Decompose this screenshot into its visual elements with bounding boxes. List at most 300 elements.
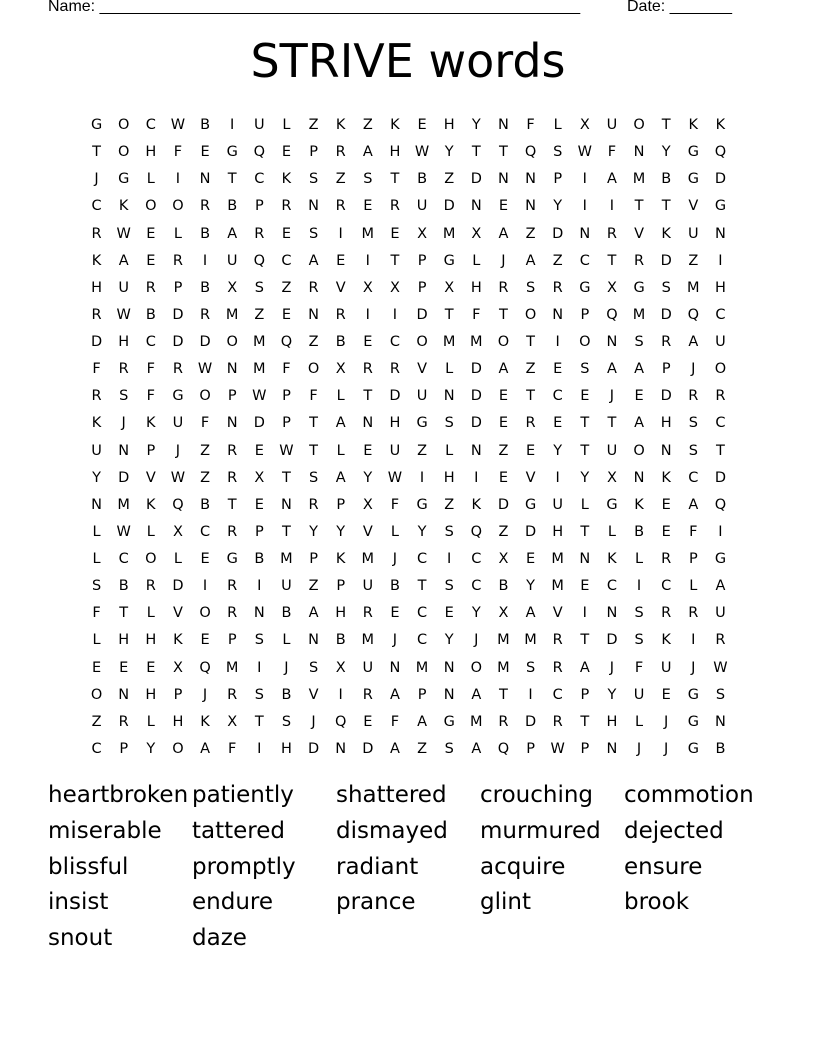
grid-row xyxy=(83,709,734,736)
grid-letter: B xyxy=(715,740,726,757)
grid-letter: P xyxy=(282,388,291,405)
grid-letter: G xyxy=(714,551,727,567)
grid-letter: O xyxy=(307,361,320,378)
grid-letter: E xyxy=(580,578,590,595)
grid-letter: I xyxy=(338,225,343,242)
grid-letter: R xyxy=(227,605,238,622)
grid-letter: T xyxy=(526,388,535,405)
grid-letter: X xyxy=(606,279,617,296)
grid-letter: H xyxy=(145,686,157,703)
grid-letter: D xyxy=(172,306,184,323)
word-list-item: snout xyxy=(48,925,113,952)
grid-letter: J xyxy=(284,659,289,676)
grid-letter: R xyxy=(200,198,211,215)
grid-letter: N xyxy=(253,605,265,622)
grid-letter: L xyxy=(336,388,345,405)
grid-letter: A xyxy=(498,361,509,378)
grid-letter: N xyxy=(308,306,319,323)
grid-letter: B xyxy=(335,632,346,649)
grid-letter: I xyxy=(718,252,723,269)
grid-letter: N xyxy=(470,198,482,215)
grid-letter: C xyxy=(91,740,102,757)
word-list-item: daze xyxy=(192,925,247,952)
grid-row xyxy=(83,736,734,763)
grid-letter: F xyxy=(228,740,237,757)
grid-letter: G xyxy=(687,144,699,161)
grid-letter: L xyxy=(553,117,562,133)
word-list-item: patiently xyxy=(192,782,294,808)
grid-letter: S xyxy=(254,632,264,649)
grid-letter: Z xyxy=(308,117,319,133)
grid-letter: D xyxy=(199,334,211,350)
grid-letter: H xyxy=(145,144,157,161)
grid-letter: T xyxy=(390,171,400,188)
grid-letter: E xyxy=(525,551,536,567)
grid-letter: K xyxy=(335,551,346,567)
grid-letter: A xyxy=(634,415,645,432)
grid-letter: E xyxy=(580,388,590,405)
grid-letter: J xyxy=(691,659,696,676)
grid-letter: R xyxy=(715,632,726,649)
grid-letter: X xyxy=(362,279,373,296)
grid-letter: H xyxy=(606,713,618,730)
grid-letter: U xyxy=(660,659,672,676)
grid-letter: U xyxy=(552,496,563,513)
grid-letter: Z xyxy=(552,252,563,269)
grid-letter: D xyxy=(118,469,130,486)
grid-letter: L xyxy=(92,632,101,649)
grid-letter: N xyxy=(660,442,672,459)
grid-letter: P xyxy=(688,551,698,567)
grid-letter: M xyxy=(442,334,456,350)
grid-letter: A xyxy=(525,252,536,269)
grid-letter: Y xyxy=(661,144,671,161)
grid-letter: Q xyxy=(334,713,347,730)
grid-row xyxy=(83,166,734,193)
grid-letter: L xyxy=(445,361,454,378)
date-field-label: Date: _______ xyxy=(627,0,732,15)
grid-letter: L xyxy=(173,225,182,242)
grid-letter: C xyxy=(389,334,400,350)
grid-letter: P xyxy=(309,551,318,567)
grid-letter: C xyxy=(91,198,102,215)
word-list-item: endure xyxy=(192,889,274,916)
grid-letter: D xyxy=(443,198,455,215)
grid-letter: G xyxy=(226,144,238,161)
grid-letter: R xyxy=(145,279,156,296)
grid-letter: C xyxy=(688,469,699,486)
grid-letter: X xyxy=(444,279,455,296)
grid-letter: R xyxy=(688,388,699,405)
grid-letter: M xyxy=(225,306,239,323)
grid-letter: C xyxy=(661,578,672,595)
grid-letter: L xyxy=(472,252,481,269)
grid-letter: O xyxy=(117,144,130,161)
grid-letter: E xyxy=(661,496,671,513)
grid-row xyxy=(83,655,734,682)
grid-letter: N xyxy=(633,144,645,161)
grid-letter: J xyxy=(609,388,615,405)
grid-letter: Y xyxy=(526,578,535,595)
grid-letter: K xyxy=(688,117,699,133)
grid-letter: Q xyxy=(687,306,700,323)
grid-letter: O xyxy=(199,388,211,405)
grid-letter: E xyxy=(498,415,509,432)
grid-row xyxy=(83,248,734,275)
grid-letter: N xyxy=(715,225,726,242)
grid-letter: S xyxy=(634,605,644,622)
grid-letter: R xyxy=(227,523,238,540)
grid-letter: Q xyxy=(280,334,293,350)
grid-letter: E xyxy=(661,523,671,540)
grid-letter: T xyxy=(282,469,291,486)
grid-letter: V xyxy=(335,279,346,296)
grid-letter: P xyxy=(580,306,590,323)
grid-letter: V xyxy=(172,605,183,622)
grid-letter: W xyxy=(170,469,186,486)
grid-letter: J xyxy=(121,415,126,432)
grid-letter: S xyxy=(444,578,454,595)
grid-letter: G xyxy=(524,496,537,513)
grid-letter: T xyxy=(526,334,535,350)
grid-letter: A xyxy=(579,659,590,676)
grid-letter: J xyxy=(664,713,669,730)
grid-letter: X xyxy=(172,523,183,540)
grid-letter: R xyxy=(227,578,238,595)
grid-letter: M xyxy=(497,659,510,676)
grid-letter: F xyxy=(200,415,210,432)
grid-letter: E xyxy=(281,306,292,323)
grid-letter: Y xyxy=(363,469,373,486)
grid-letter: V xyxy=(525,469,536,486)
grid-letter: X xyxy=(335,659,346,676)
grid-letter: T xyxy=(309,442,318,459)
grid-letter: V xyxy=(362,523,373,540)
grid-letter: T xyxy=(499,306,508,323)
grid-letter: T xyxy=(580,713,590,730)
grid-letter: L xyxy=(92,551,101,567)
grid-letter: R xyxy=(362,361,373,378)
grid-letter: F xyxy=(390,496,400,513)
grid-letter: T xyxy=(282,523,291,540)
grid-letter: E xyxy=(281,144,292,161)
grid-letter: L xyxy=(173,551,182,567)
word-list-item: crouching xyxy=(480,782,594,808)
grid-letter: U xyxy=(606,442,618,459)
word-list-item: commotion xyxy=(624,782,754,808)
grid-letter: M xyxy=(551,551,564,567)
grid-letter: K xyxy=(200,713,210,730)
grid-letter: A xyxy=(715,578,726,595)
grid-letter: R xyxy=(552,713,563,730)
grid-letter: I xyxy=(419,469,425,486)
grid-letter: T xyxy=(227,171,237,188)
grid-letter: P xyxy=(417,686,427,703)
grid-letter: T xyxy=(309,415,318,432)
grid-letter: Z xyxy=(498,523,509,540)
grid-row xyxy=(83,492,734,519)
grid-letter: W xyxy=(577,144,592,161)
grid-letter: I xyxy=(257,740,262,757)
grid-letter: S xyxy=(634,632,644,649)
grid-letter: R xyxy=(281,198,292,215)
grid-letter: U xyxy=(91,442,102,459)
grid-letter: A xyxy=(362,144,373,161)
grid-letter: Z xyxy=(91,713,102,730)
grid-row xyxy=(83,465,734,492)
grid-letter: D xyxy=(470,361,482,378)
grid-letter: U xyxy=(416,198,428,215)
grid-letter: F xyxy=(526,117,535,133)
grid-letter: K xyxy=(335,117,346,133)
grid-letter: P xyxy=(173,279,183,296)
grid-letter: W xyxy=(116,225,131,242)
grid-letter: U xyxy=(226,252,238,269)
grid-letter: C xyxy=(579,252,590,269)
grid-letter: T xyxy=(607,252,617,269)
grid-letter: Q xyxy=(253,252,266,269)
grid-letter: T xyxy=(499,144,508,161)
grid-letter: M xyxy=(361,632,375,649)
grid-letter: R xyxy=(227,686,238,703)
grid-letter: R xyxy=(552,632,563,649)
word-list-item: glint xyxy=(480,889,531,916)
grid-letter: U xyxy=(389,442,401,459)
grid-letter: O xyxy=(90,686,103,703)
grid-letter: I xyxy=(582,605,587,622)
grid-letter: E xyxy=(525,442,536,459)
grid-letter: G xyxy=(687,740,699,757)
grid-letter: D xyxy=(307,740,320,757)
grid-letter: O xyxy=(145,198,157,215)
grid-letter: A xyxy=(200,740,211,757)
grid-letter: Y xyxy=(553,198,563,215)
grid-letter: B xyxy=(661,171,672,188)
grid-letter: D xyxy=(470,388,482,405)
grid-row xyxy=(83,546,734,573)
grid-letter: P xyxy=(254,198,264,215)
grid-letter: K xyxy=(471,496,482,513)
grid-letter: I xyxy=(365,252,370,269)
grid-letter: E xyxy=(661,686,671,703)
grid-letter: T xyxy=(254,713,264,730)
word-list-item: insist xyxy=(48,889,109,916)
grid-letter: I xyxy=(718,523,723,540)
grid-letter: N xyxy=(443,659,455,676)
grid-letter: R xyxy=(254,225,265,242)
grid-letter: Z xyxy=(688,252,699,269)
grid-letter: W xyxy=(197,361,213,378)
grid-letter: P xyxy=(146,442,156,459)
grid-letter: O xyxy=(633,117,645,133)
grid-letter: W xyxy=(713,659,728,676)
word-list-item: acquire xyxy=(480,853,566,880)
grid-letter: Y xyxy=(336,523,346,540)
grid-letter: G xyxy=(606,496,618,513)
grid-letter: D xyxy=(552,225,564,242)
grid-letter: E xyxy=(417,117,427,133)
grid-letter: M xyxy=(280,551,293,567)
grid-letter: F xyxy=(390,713,400,730)
grid-letter: I xyxy=(175,171,181,188)
grid-letter: M xyxy=(253,334,266,350)
grid-letter: D xyxy=(497,496,510,513)
grid-letter: Y xyxy=(417,523,427,540)
grid-letter: H xyxy=(443,469,455,486)
grid-letter: T xyxy=(607,415,617,432)
grid-letter: E xyxy=(553,361,563,378)
grid-letter: U xyxy=(172,415,184,432)
grid-letter: S xyxy=(254,686,264,703)
grid-letter: I xyxy=(582,171,587,188)
grid-letter: G xyxy=(90,117,103,133)
grid-letter: I xyxy=(691,632,696,649)
grid-letter: R xyxy=(145,578,156,595)
grid-letter: M xyxy=(497,632,510,649)
grid-letter: O xyxy=(579,334,591,350)
grid-letter: Z xyxy=(362,117,373,133)
grid-letter: I xyxy=(257,578,262,595)
grid-letter: U xyxy=(715,605,726,622)
grid-letter: E xyxy=(254,442,264,459)
grid-letter: M xyxy=(632,171,646,188)
grid-letter: W xyxy=(279,442,294,459)
grid-letter: E xyxy=(146,252,156,269)
grid-letter: L xyxy=(146,523,155,540)
grid-letter: O xyxy=(145,551,157,567)
grid-letter: U xyxy=(254,117,265,133)
grid-letter: D xyxy=(362,740,374,757)
grid-letter: F xyxy=(173,144,183,161)
grid-letter: K xyxy=(661,632,671,649)
grid-letter: G xyxy=(633,279,645,296)
grid-letter: X xyxy=(606,469,617,486)
word-list-item: miserable xyxy=(48,817,162,844)
grid-row xyxy=(83,221,734,248)
grid-letter: E xyxy=(390,225,400,242)
grid-letter: H xyxy=(118,632,130,649)
grid-letter: S xyxy=(634,334,644,350)
grid-letter: B xyxy=(389,578,400,595)
grid-letter: T xyxy=(661,117,671,133)
grid-letter: G xyxy=(416,415,428,432)
grid-letter: A xyxy=(227,225,238,242)
grid-letter: A xyxy=(606,361,617,378)
grid-letter: T xyxy=(580,442,590,459)
word-list-item: ensure xyxy=(624,853,703,880)
grid-letter: T xyxy=(580,523,590,540)
grid-letter: R xyxy=(389,198,400,215)
grid-letter: W xyxy=(116,306,131,323)
grid-letter: I xyxy=(202,578,208,595)
grid-letter: M xyxy=(361,225,375,242)
grid-letter: R xyxy=(172,252,183,269)
grid-letter: Z xyxy=(308,334,319,350)
grid-letter: O xyxy=(172,198,184,215)
word-list-item: radiant xyxy=(336,853,419,880)
grid-letter: M xyxy=(551,578,564,595)
grid-letter: H xyxy=(714,279,726,296)
grid-letter: C xyxy=(145,117,156,133)
grid-letter: S xyxy=(525,659,536,676)
grid-letter: D xyxy=(253,415,265,432)
grid-letter: A xyxy=(389,686,400,703)
grid-letter: G xyxy=(687,686,699,703)
grid-letter: U xyxy=(362,578,374,595)
grid-letter: P xyxy=(526,740,535,757)
word-list-item: dismayed xyxy=(336,817,448,844)
grid-letter: R xyxy=(661,551,672,567)
grid-letter: I xyxy=(636,578,642,595)
grid-letter: G xyxy=(226,551,238,567)
grid-letter: A xyxy=(471,686,482,703)
grid-letter: N xyxy=(525,198,536,215)
grid-letter: N xyxy=(118,442,130,459)
grid-letter: H xyxy=(335,605,347,622)
grid-letter: X xyxy=(471,225,482,242)
grid-letter: Q xyxy=(253,144,266,161)
grid-letter: D xyxy=(416,306,428,323)
grid-letter: T xyxy=(119,605,129,622)
grid-letter: R xyxy=(362,686,373,703)
grid-letter: U xyxy=(118,279,129,296)
grid-row xyxy=(83,356,734,383)
grid-letter: N xyxy=(308,198,319,215)
grid-letter: K xyxy=(281,171,292,188)
grid-letter: Z xyxy=(281,279,292,296)
grid-letter: Z xyxy=(525,225,536,242)
grid-letter: Y xyxy=(471,117,481,133)
grid-letter: D xyxy=(470,171,482,188)
grid-letter: H xyxy=(660,415,672,432)
grid-letter: M xyxy=(524,632,537,649)
grid-letter: Z xyxy=(254,306,265,323)
grid-letter: B xyxy=(281,686,292,703)
grid-letter: E xyxy=(91,659,102,676)
grid-letter: Z xyxy=(444,171,455,188)
grid-letter: L xyxy=(282,117,291,133)
grid-letter: A xyxy=(308,252,319,269)
grid-letter: M xyxy=(253,361,266,378)
grid-letter: G xyxy=(443,252,455,269)
grid-letter: Y xyxy=(553,442,563,459)
grid-letter: U xyxy=(715,334,726,350)
grid-letter: S xyxy=(119,388,129,405)
grid-letter: N xyxy=(579,225,591,242)
word-list-item: brook xyxy=(624,889,690,916)
grid-letter: K xyxy=(173,632,183,649)
grid-letter: S xyxy=(308,469,319,486)
grid-letter: N xyxy=(226,415,238,432)
grid-row xyxy=(83,600,734,627)
grid-letter: P xyxy=(282,415,291,432)
grid-letter: T xyxy=(227,496,237,513)
grid-letter: F xyxy=(282,361,291,378)
grid-letter: S xyxy=(580,361,590,378)
grid-letter: D xyxy=(524,523,537,540)
grid-row xyxy=(83,383,734,410)
grid-letter: Z xyxy=(200,442,211,459)
grid-letter: X xyxy=(172,659,183,676)
grid-letter: A xyxy=(471,740,482,757)
grid-letter: E xyxy=(553,415,563,432)
grid-letter: T xyxy=(363,388,373,405)
grid-letter: G xyxy=(579,279,591,296)
grid-letter: S xyxy=(444,415,454,432)
grid-letter: X xyxy=(498,605,509,622)
grid-letter: D xyxy=(660,306,672,323)
grid-row xyxy=(83,275,734,302)
